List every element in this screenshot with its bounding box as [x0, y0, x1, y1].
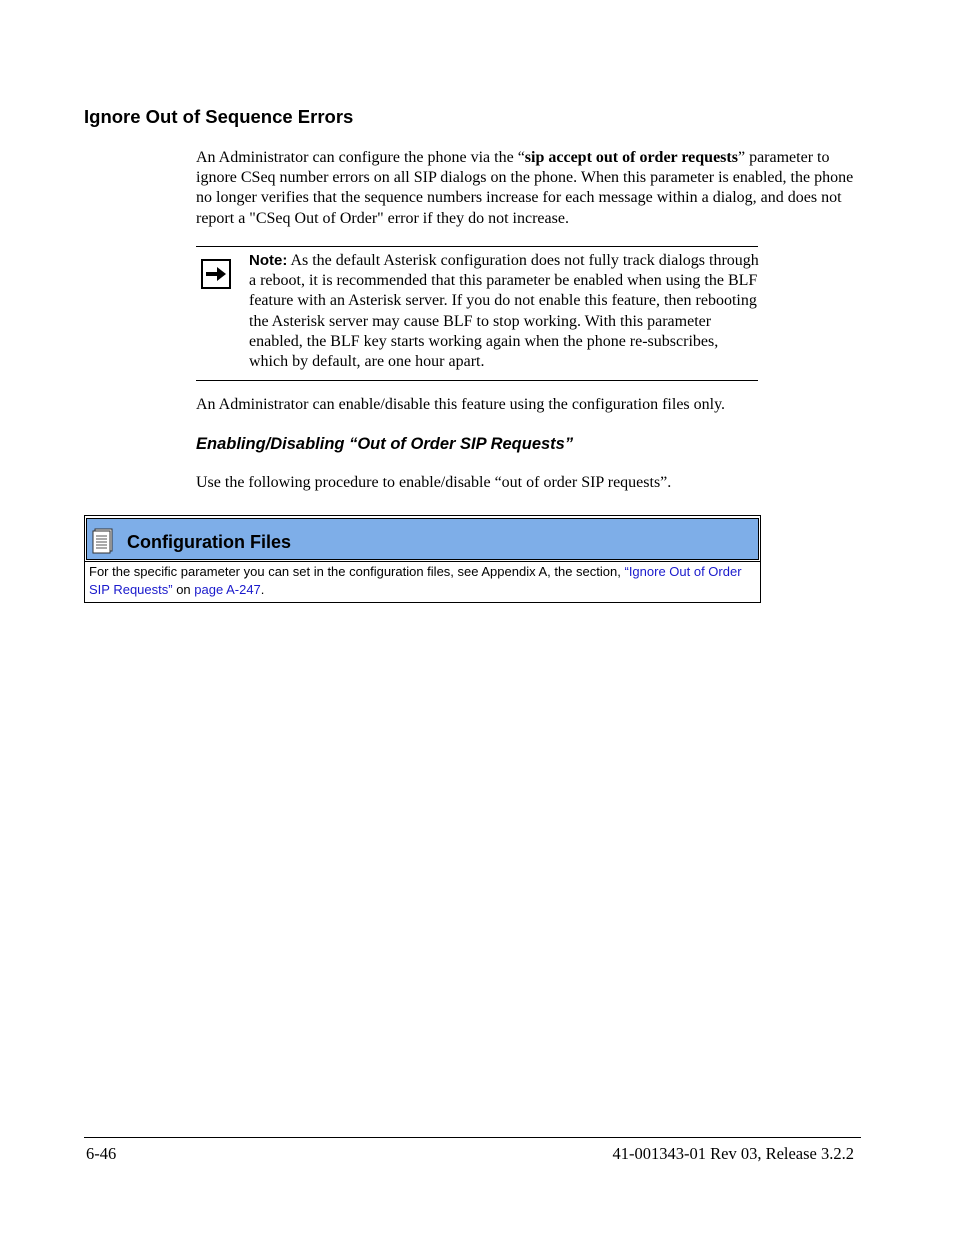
config-only-paragraph: An Administrator can enable/disable this feature using the configuration files only. [196, 396, 726, 413]
note-text [249, 251, 759, 372]
note-top-rule [196, 246, 758, 247]
config-body-on: on [172, 581, 195, 597]
subsection-title: Enabling/Disabling “Out of Order SIP Requests” [196, 435, 574, 453]
intro-after: ” parameter to ignore CSeq number errors on all SIP dialogs on the phone. When this parameter is enabled, the phone no longer verifies that the sequence numbers increase for each message within a dialog, and does not report a "CSeq Out of Order" error if they do not increase. [196, 149, 854, 227]
section-title: Ignore Out of Sequence Errors [84, 106, 354, 127]
config-body-text: For the specific parameter you can set in the configuration files, see Appendix A, the section, [89, 564, 625, 579]
procedure-intro: Use the following procedure to enable/disable “out of order SIP requests”. [196, 474, 672, 491]
document-icon [92, 528, 114, 554]
intro-before: An Administrator can configure the phone via the “ [196, 149, 525, 166]
config-files-body [89, 563, 757, 598]
intro-paragraph [196, 148, 858, 229]
note-body: As the default Asterisk configuration does not fully track dialogs through a reboot, it is recommended that this parameter be enabled when using the BLF feature with an Asterisk server. If you do not enable this feature, then rebooting the Asterisk server may cause BLF to stop working. With this parameter enabled, the BLF key starts working again when the phone re-subscribes, which by default, are one hour apart. [249, 252, 759, 371]
page-number: 6-46 [86, 1144, 117, 1163]
config-files-divider [84, 561, 761, 562]
footer-rule [84, 1137, 861, 1138]
note-label: Note: [249, 252, 288, 269]
config-files-title: Configuration Files [127, 532, 291, 552]
ignore-out-of-order-link[interactable]: “Ignore Out of Order SIP Requests” [89, 564, 742, 597]
note-bottom-rule [196, 380, 758, 381]
arrow-right-icon [201, 259, 231, 289]
page-a-247-link[interactable]: page A-247 [194, 581, 261, 597]
document-id: 41-001343-01 Rev 03, Release 3.2.2 [612, 1144, 854, 1163]
parameter-name: sip accept out of order requests [524, 149, 738, 166]
config-body-end: . [260, 581, 265, 597]
